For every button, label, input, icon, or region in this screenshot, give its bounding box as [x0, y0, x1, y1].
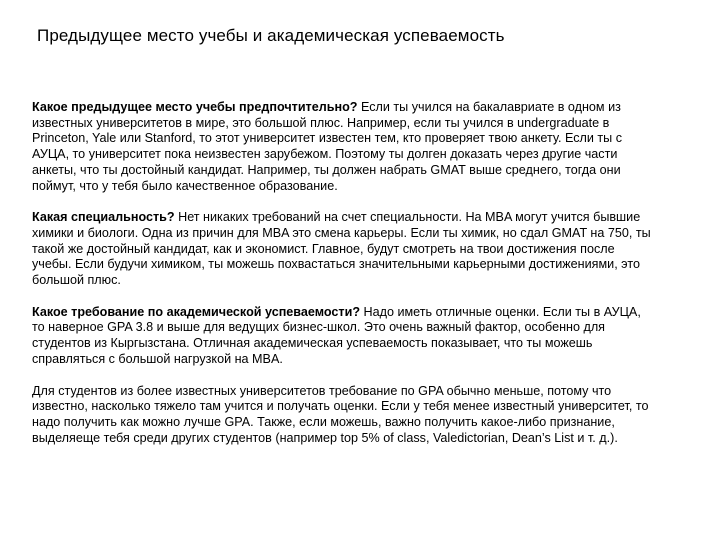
paragraph-previous-school — [32, 100, 652, 194]
paragraph-lead: Какое предыдущее место учебы предпочтительно? — [32, 100, 358, 114]
paragraph-academic-requirements — [32, 305, 652, 368]
slide-body — [32, 100, 652, 462]
paragraph-lead: Какая специальность? — [32, 210, 175, 225]
paragraph-text: Надо иметь отличные оценки. Если ты в АУЦА, то наверное GPA 3.8 и выше для ведущих бизнес-школ. Это очень важный фактор, особенно для студентов из Кыргызстана. Отличная академическая успеваемость показывает, что ты можешь справляться с большой нагрузкой на MBA. — [32, 304, 641, 366]
paragraph-gpa-notes — [32, 384, 652, 447]
slide-title: Предыдущее место учебы и академическая успеваемость — [37, 26, 505, 45]
paragraph-text: Для студентов из более известных университетов требование по GPA обычно меньше, потому что известно, насколько тяжело там учится и получать оценки. Если у тебя менее известный университет, то надо получить как можно лучше GPA. Также, если можешь, важно получить какое-либо признание, выделяеще тебя среди других студентов (например top 5% of class, Valedictorian, Dean’s List и т. д.). — [32, 383, 649, 445]
paragraph-text: Нет никаких требований на счет специальности. На MBA могут учится бывшие химики и биологи. Одна из причин для MBA это смена карьеры. Если ты химик, но сдал GMAT на 750, ты такой же достойный кандидат, как и экономист. Главное, будут смотреть на твои достижения после учебы. Если будучи химиком, ты можешь похвастаться значительными карьерными достижениями, это большой плюс. — [32, 210, 651, 288]
paragraph-specialty — [32, 210, 652, 289]
paragraph-lead: Какое требование по академической успеваемости? — [32, 304, 361, 319]
paragraph-text: Если ты учился на бакалавриате в одном из известных университетов в мире, это большой плюс. Например, если ты учился в undergraduate в Princeton, Yale или Stanford, то этот университет известен тем, кто проверяет твою анкету. Если ты с АУЦА, то университет пока неизвестен зарубежом. Поэтому ты долген доказать через другие части анкеты, что ты достойный кандидат. Например, ты должен набрать GMAT выше среднего, тогда они поймут, что у тебя было качественное образование. — [32, 100, 623, 193]
